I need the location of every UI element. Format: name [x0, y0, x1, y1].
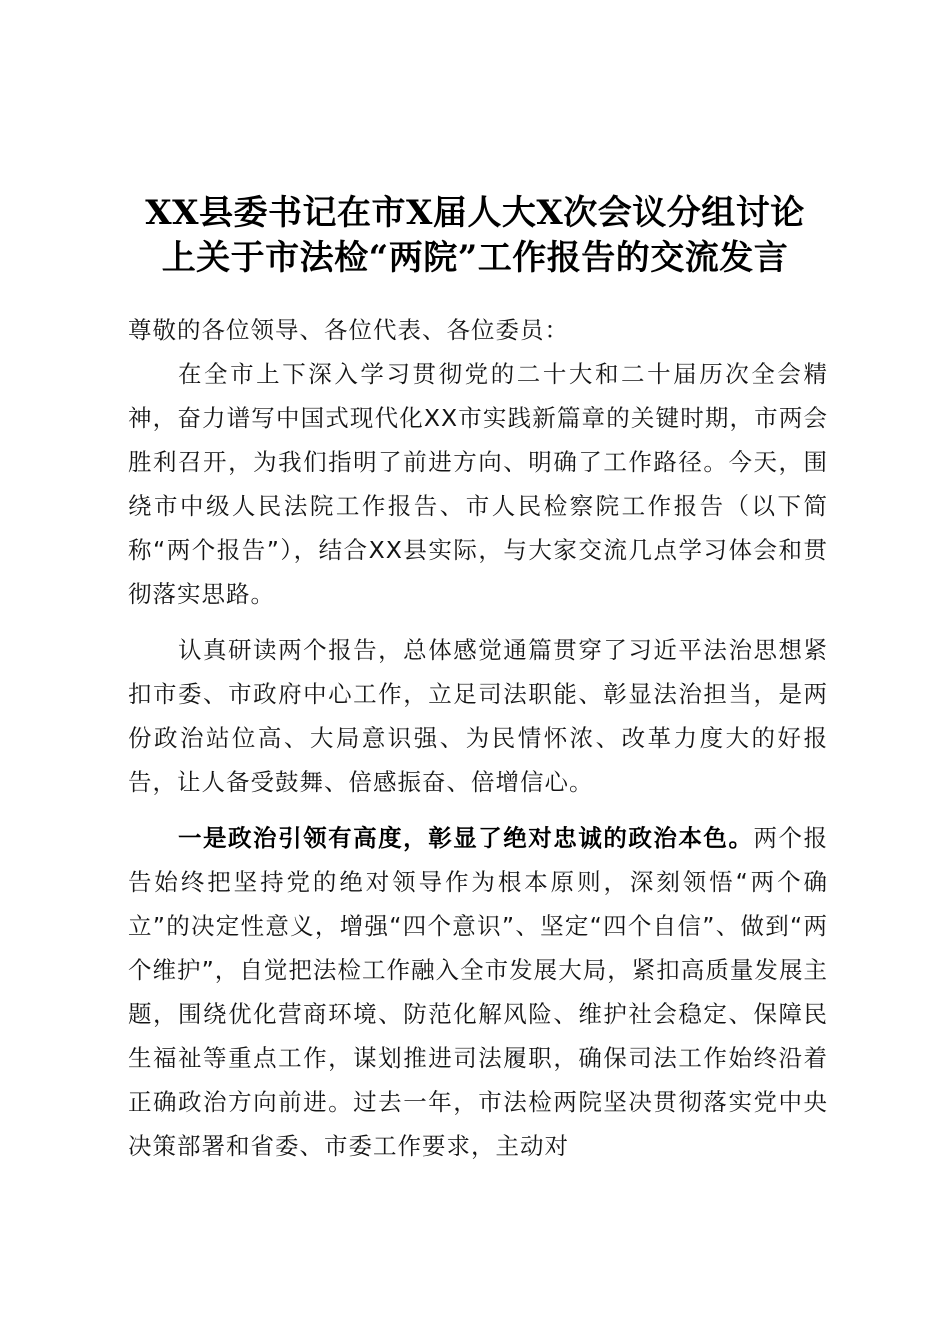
paragraph-overview: 认真研读两个报告，总体感觉通篇贯穿了习近平法治思想紧扣市委、市政府中心工作，立足司法职能、彰显法治担当，是两份政治站位高、大局意识强、为民情怀浓、改革力度大的好报告，让人备受鼓舞、倍感振奋、倍增信心。	[128, 636, 828, 796]
paragraph-intro: 在全市上下深入学习贯彻党的二十大和二十届历次全会精神，奋力谱写中国式现代化XX市实践新篇章的关键时期，市两会胜利召开，为我们指明了前进方向、明确了工作路径。今天，围绕市中级人民法院工作报告、市人民检察院工作报告（以下简称“两个报告”），结合XX县实际，与大家交流几点学习体会和贯彻落实思路。	[128, 360, 828, 608]
salutation: 尊敬的各位领导、各位代表、各位委员：	[128, 316, 569, 344]
document-body	[128, 308, 828, 1168]
title-line-2: 上关于市法检“两院”工作报告的交流发言	[161, 237, 789, 278]
paragraph-point-one	[128, 816, 828, 1168]
point-one-text: 两个报告始终把坚持党的绝对领导作为根本原则，深刻领悟“两个确立”的决定性意义，增强“四个意识”、坚定“四个自信”、做到“两个维护”，自觉把法检工作融入全市发展大局，紧扣高质量发展主题，围绕优化营商环境、防范化解风险、维护社会稳定、保障民生福祉等重点工作，谋划推进司法履职，确保司法工作始终沿着正确政治方向前进。过去一年，市法检两院坚决贯彻落实党中央决策部署和省委、市委工作要求，主动对	[128, 824, 829, 1160]
point-one-heading: 一是政治引领有高度，彰显了绝对忠诚的政治本色。	[178, 824, 754, 852]
title-line-1: XX县委书记在市X届人大X次会议分组讨论	[145, 192, 805, 233]
document-title	[100, 191, 850, 281]
